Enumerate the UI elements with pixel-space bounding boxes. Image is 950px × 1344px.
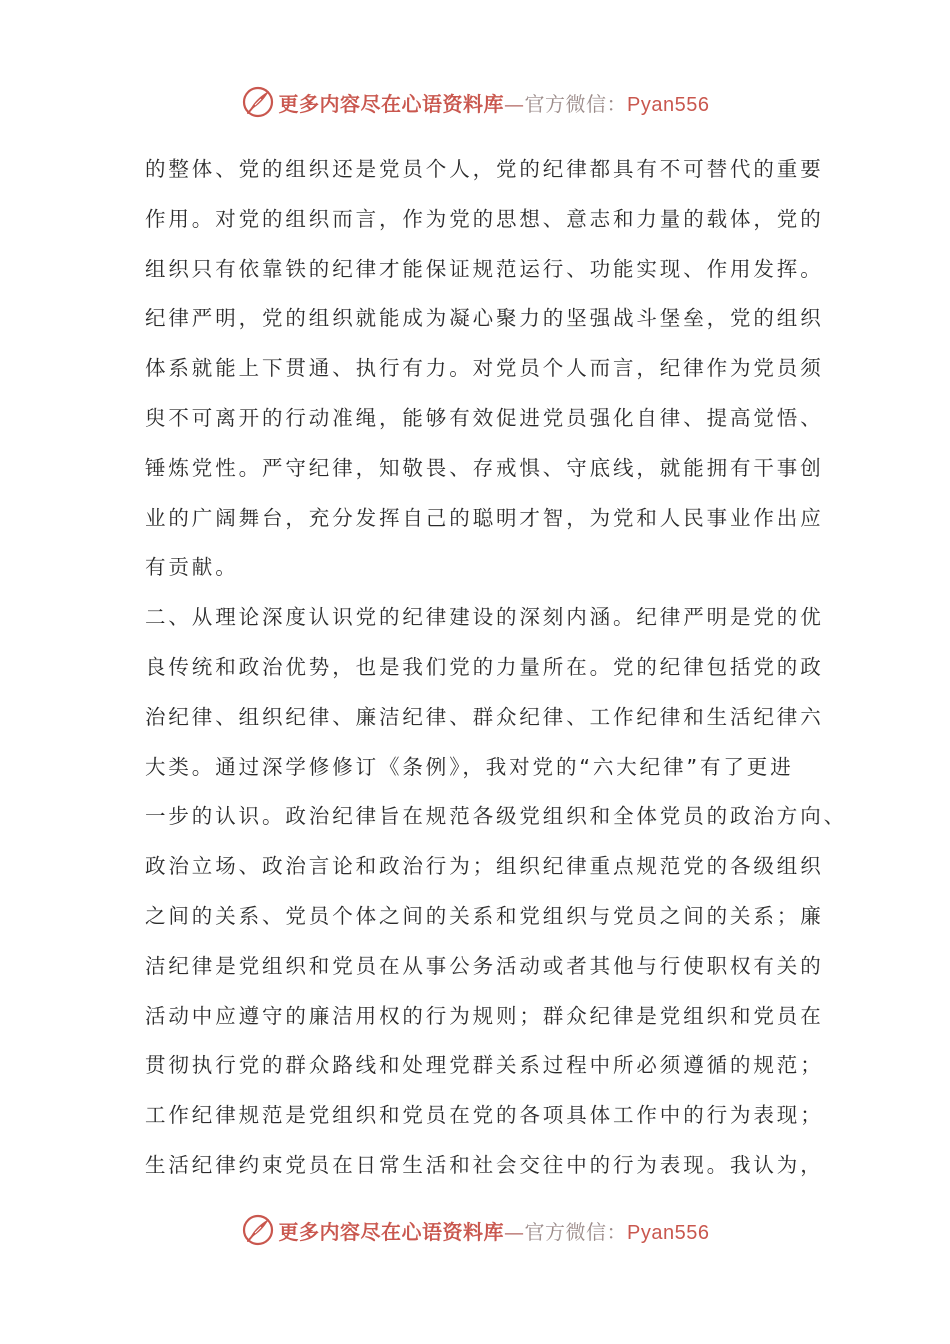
- text-line: 良传统和政治优势，也是我们党的力量所在。党的纪律包括党的政: [145, 654, 824, 679]
- text-line: 体系就能上下贯通、执行有力。对党员个人而言，纪律作为党员须: [145, 356, 824, 381]
- header-site-text: 更多内容尽在心语资料库: [278, 91, 505, 116]
- text-line: 组织只有依靠铁的纪律才能保证规范运行、功能实现、作用发挥。: [145, 256, 824, 281]
- quill-pen-logo-icon: [241, 85, 275, 119]
- footer-wechat-label: 官方微信：: [524, 1219, 628, 1244]
- header-watermark-text: [279, 88, 710, 117]
- text-line: 洁纪律是党组织和党员在从事公务活动或者其他与行使职权有关的: [145, 953, 824, 978]
- header-watermark: [0, 80, 950, 124]
- header-wechat-label: 官方微信：: [524, 91, 628, 116]
- footer-wechat-id: Pyan556: [627, 1221, 710, 1244]
- text-line: 纪律严明，党的组织就能成为凝心聚力的坚强战斗堡垒，党的组织: [145, 306, 824, 331]
- text-line: 活动中应遵守的廉洁用权的行为规则；群众纪律是党组织和党员在: [145, 1003, 824, 1028]
- body-text: [145, 149, 847, 1195]
- footer-site-text: 更多内容尽在心语资料库: [278, 1219, 505, 1244]
- text-line: 生活纪律约束党员在日常生活和社会交往中的行为表现。我认为，: [145, 1152, 824, 1177]
- text-line: 作用。对党的组织而言，作为党的思想、意志和力量的载体，党的: [145, 206, 824, 231]
- footer-dash: —: [504, 1219, 525, 1244]
- header-dash: —: [504, 91, 525, 116]
- footer-watermark-text: [279, 1216, 710, 1245]
- text-line: 大类。通过深学修修订《条例》，我对党的“六大纪律”有了更进: [145, 754, 794, 779]
- footer-watermark: [0, 1208, 950, 1252]
- text-line: 政治立场、政治言论和政治行为；组织纪律重点规范党的各级组织: [145, 854, 824, 879]
- header-wechat-id: Pyan556: [627, 93, 710, 116]
- text-line: 的整体、党的组织还是党员个人，党的纪律都具有不可替代的重要: [145, 157, 824, 181]
- text-line: 业的广阔舞台，充分发挥自己的聪明才智，为党和人民事业作出应: [145, 505, 824, 530]
- text-line: 臾不可离开的行动准绳，能够有效促进党员强化自律、提高觉悟、: [145, 405, 824, 430]
- text-line: 二、从理论深度认识党的纪律建设的深刻内涵。纪律严明是党的优: [145, 605, 824, 630]
- text-line: 治纪律、组织纪律、廉洁纪律、群众纪律、工作纪律和生活纪律六: [145, 704, 824, 729]
- text-line: 有贡献。: [145, 555, 239, 580]
- text-line: 贯彻执行党的群众路线和处理党群关系过程中所必须遵循的规范；: [145, 1053, 824, 1078]
- quill-pen-logo-icon: [241, 1213, 275, 1247]
- text-line: 之间的关系、党员个体之间的关系和党组织与党员之间的关系；廉: [145, 903, 824, 928]
- text-line: 锤炼党性。严守纪律，知敬畏、存戒惧、守底线，就能拥有干事创: [145, 455, 824, 480]
- text-line: 一步的认识。政治纪律旨在规范各级党组织和全体党员的政治方向、: [145, 804, 847, 829]
- text-line: 工作纪律规范是党组织和党员在党的各项具体工作中的行为表现；: [145, 1103, 824, 1128]
